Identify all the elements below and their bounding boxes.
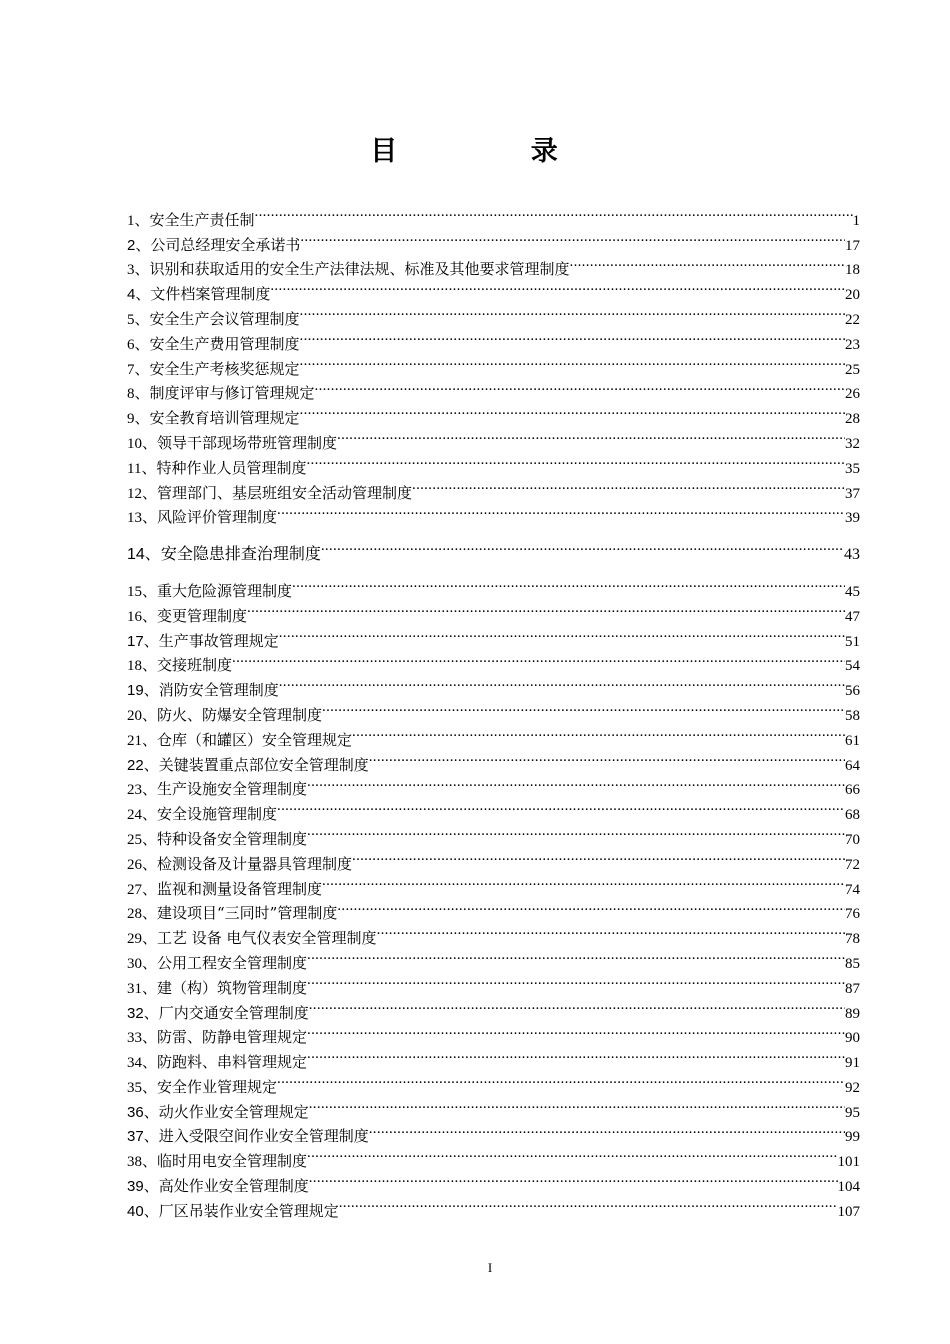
dot-leader bbox=[277, 1067, 845, 1092]
dot-leader bbox=[300, 225, 845, 250]
toc-entry-separator: 、 bbox=[142, 904, 158, 923]
toc-entry-separator: 、 bbox=[143, 1102, 159, 1121]
toc-entry-page: 66 bbox=[845, 782, 860, 799]
toc-entry-number: 13 bbox=[127, 510, 142, 527]
dot-leader bbox=[352, 720, 845, 745]
toc-entry-page: 54 bbox=[845, 658, 860, 675]
toc-entry-separator: 、 bbox=[143, 1003, 159, 1022]
toc-entry-number: 20 bbox=[127, 707, 142, 724]
dot-leader bbox=[307, 943, 845, 968]
toc-entry-number: 14 bbox=[127, 546, 145, 564]
toc-entry-page: 99 bbox=[845, 1129, 860, 1146]
toc-entry-title: 生产事故管理规定 bbox=[158, 631, 279, 650]
toc-entry-page: 32 bbox=[845, 435, 860, 452]
toc-entry-number: 19 bbox=[127, 682, 144, 700]
dot-leader bbox=[377, 918, 845, 943]
toc-entry-number: 21 bbox=[127, 732, 142, 749]
dot-leader bbox=[570, 250, 845, 275]
dot-leader bbox=[247, 596, 845, 621]
toc-entry-title: 安全生产费用管理制度 bbox=[149, 334, 300, 353]
toc-entry-separator: 、 bbox=[142, 780, 158, 799]
toc-entry-page: 90 bbox=[845, 1030, 860, 1047]
toc-entry-separator: 、 bbox=[142, 805, 158, 824]
toc-entry-title: 识别和获取适用的安全生产法律法规、标准及其他要求管理制度 bbox=[149, 260, 570, 279]
dot-leader bbox=[337, 423, 845, 448]
toc-entry-title: 制度评审与修订管理规定 bbox=[149, 384, 315, 403]
dot-leader bbox=[309, 1166, 838, 1191]
toc-entry-page: 23 bbox=[845, 336, 860, 353]
dot-leader bbox=[369, 745, 845, 770]
dot-leader bbox=[307, 968, 845, 993]
toc-entry-page: 74 bbox=[845, 881, 860, 898]
dot-leader bbox=[277, 794, 845, 819]
toc-entry-separator: 、 bbox=[143, 1177, 159, 1196]
toc-entry[interactable] bbox=[127, 534, 860, 564]
toc-entry-separator: 、 bbox=[143, 631, 159, 650]
toc-entry-number: 39 bbox=[127, 1178, 144, 1196]
toc-entry-page: 95 bbox=[845, 1104, 860, 1121]
toc-entry-number: 25 bbox=[127, 831, 142, 848]
toc-entry-separator: 、 bbox=[143, 681, 159, 700]
dot-leader bbox=[321, 534, 844, 559]
dot-leader bbox=[315, 374, 845, 399]
toc-entry-separator: 、 bbox=[142, 656, 158, 675]
toc-entry[interactable] bbox=[127, 571, 860, 600]
toc-entry-title: 工艺 设备 电气仪表安全管理制度 bbox=[157, 929, 377, 948]
toc-entry-title: 监视和测量设备管理制度 bbox=[157, 879, 323, 898]
toc-entry-page: 25 bbox=[845, 361, 860, 378]
toc-entry-separator: 、 bbox=[134, 260, 150, 279]
toc-entry-page: 1 bbox=[852, 212, 860, 229]
toc-entry-number: 6 bbox=[127, 336, 135, 353]
dot-leader bbox=[307, 1141, 837, 1166]
toc-entry-title: 安全教育培训管理规定 bbox=[149, 409, 300, 428]
toc-entry-page: 17 bbox=[845, 237, 860, 254]
toc-entry-title: 特种作业人员管理制度 bbox=[156, 458, 307, 477]
toc-entry-page: 91 bbox=[845, 1055, 860, 1072]
dot-leader bbox=[300, 349, 845, 374]
toc-entry-title: 重大危险源管理制度 bbox=[157, 581, 293, 600]
dot-leader bbox=[322, 869, 845, 894]
toc-entry-page: 87 bbox=[845, 980, 860, 997]
toc-entry-title: 安全作业管理规定 bbox=[157, 1077, 278, 1096]
toc-entry-number: 29 bbox=[127, 931, 142, 948]
toc-entry-number: 4 bbox=[127, 286, 136, 304]
toc-entry-number: 16 bbox=[127, 608, 142, 625]
toc-entry-separator: 、 bbox=[142, 581, 158, 600]
toc-entry-separator: 、 bbox=[142, 1152, 158, 1171]
dot-leader bbox=[292, 571, 845, 596]
toc-entry-number: 11 bbox=[127, 460, 142, 477]
dot-leader bbox=[337, 894, 845, 919]
toc-entry-title: 动火作业安全管理规定 bbox=[158, 1102, 309, 1121]
toc-entry-title: 公司总经理安全承诺书 bbox=[150, 235, 301, 254]
dot-leader bbox=[412, 473, 845, 498]
toc-entry-page: 61 bbox=[845, 732, 860, 749]
dot-leader bbox=[300, 324, 845, 349]
toc-entry[interactable] bbox=[127, 670, 860, 700]
toc-entry-separator: 、 bbox=[134, 384, 150, 403]
toc-entry-number: 2 bbox=[127, 236, 136, 254]
toc-entry-separator: 、 bbox=[134, 334, 150, 353]
dot-leader bbox=[307, 1018, 845, 1043]
toc-entry-page: 43 bbox=[844, 546, 860, 564]
toc-entry-number: 28 bbox=[127, 906, 142, 923]
toc-entry-page: 47 bbox=[845, 608, 860, 625]
toc-entry-page: 107 bbox=[837, 1203, 860, 1220]
toc-entry-page: 39 bbox=[845, 510, 860, 527]
toc-entry-number: 30 bbox=[127, 955, 142, 972]
toc-entry-page: 64 bbox=[845, 757, 860, 774]
toc-entry-number: 9 bbox=[127, 411, 135, 428]
toc-entry-title: 交接班制度 bbox=[157, 656, 233, 675]
toc-entry-page: 68 bbox=[845, 807, 860, 824]
toc-entry-title: 领导干部现场带班管理制度 bbox=[157, 433, 338, 452]
dot-leader bbox=[352, 844, 845, 869]
toc-entry-title: 安全隐患排查治理制度 bbox=[160, 544, 321, 564]
toc-entry-separator: 、 bbox=[142, 1077, 158, 1096]
dot-leader bbox=[279, 621, 845, 646]
toc-entry-separator: 、 bbox=[144, 544, 161, 564]
toc-entry-page: 89 bbox=[845, 1005, 860, 1022]
toc-entry-page: 20 bbox=[845, 287, 860, 304]
toc-entry-title: 安全生产会议管理制度 bbox=[149, 309, 300, 328]
toc-entry-title: 厂区吊装作业安全管理规定 bbox=[158, 1201, 339, 1220]
toc-entry-title: 安全生产考核奖惩规定 bbox=[149, 359, 300, 378]
toc-entry-number: 23 bbox=[127, 782, 142, 799]
toc-entry-separator: 、 bbox=[142, 854, 158, 873]
toc-entry-page: 72 bbox=[845, 856, 860, 873]
toc-entry-title: 进入受限空间作业安全管理制度 bbox=[158, 1127, 369, 1146]
toc-entry-page: 58 bbox=[845, 707, 860, 724]
dot-leader bbox=[307, 819, 845, 844]
toc-entry-separator: 、 bbox=[142, 705, 158, 724]
toc-entry-title: 仓库（和罐区）安全管理规定 bbox=[157, 730, 353, 749]
toc-entry-page: 37 bbox=[845, 485, 860, 502]
toc-entry-separator: 、 bbox=[142, 953, 158, 972]
toc-entry-number: 31 bbox=[127, 980, 142, 997]
toc-entry-number: 5 bbox=[127, 311, 135, 328]
dot-leader bbox=[277, 498, 845, 523]
dot-leader bbox=[307, 1042, 845, 1067]
toc-entry-separator: 、 bbox=[143, 1201, 159, 1220]
toc-entry-page: 28 bbox=[845, 411, 860, 428]
toc-entry-number: 37 bbox=[127, 1128, 144, 1146]
toc-entry-separator: 、 bbox=[142, 483, 158, 502]
dot-leader bbox=[255, 200, 853, 225]
toc-entry-separator: 、 bbox=[134, 210, 150, 229]
toc-entry-title: 变更管理制度 bbox=[157, 606, 248, 625]
toc-entry-title: 高处作业安全管理制度 bbox=[158, 1177, 309, 1196]
toc-entry-title: 文件档案管理制度 bbox=[150, 285, 271, 304]
toc-entry-separator: 、 bbox=[135, 285, 151, 304]
toc-entry-separator: 、 bbox=[142, 730, 158, 749]
table-of-contents bbox=[127, 200, 860, 1220]
toc-entry-page: 56 bbox=[845, 683, 860, 700]
toc-entry[interactable] bbox=[127, 646, 860, 675]
toc-entry-title: 厂内交通安全管理制度 bbox=[158, 1003, 309, 1022]
toc-entry-number: 34 bbox=[127, 1055, 142, 1072]
toc-entry-separator: 、 bbox=[142, 879, 158, 898]
toc-entry-separator: 、 bbox=[142, 606, 158, 625]
dot-leader bbox=[300, 398, 845, 423]
toc-entry-page: 51 bbox=[845, 633, 860, 650]
toc-entry-separator: 、 bbox=[142, 1028, 158, 1047]
page-title: 目 录 bbox=[370, 136, 620, 167]
toc-entry-separator: 、 bbox=[143, 755, 159, 774]
toc-entry-separator: 、 bbox=[142, 508, 158, 527]
dot-leader bbox=[232, 646, 845, 671]
toc-entry-title: 防火、防爆安全管理制度 bbox=[157, 705, 323, 724]
dot-leader bbox=[322, 695, 845, 720]
dot-leader bbox=[339, 1191, 838, 1216]
dot-leader bbox=[300, 299, 845, 324]
toc-entry-number: 12 bbox=[127, 485, 142, 502]
toc-entry-page: 78 bbox=[845, 931, 860, 948]
toc-entry-number: 7 bbox=[127, 361, 135, 378]
toc-entry-page: 76 bbox=[845, 906, 860, 923]
toc-entry-separator: 、 bbox=[142, 929, 158, 948]
dot-leader bbox=[309, 993, 845, 1018]
toc-entry-number: 15 bbox=[127, 583, 142, 600]
toc-entry-separator: 、 bbox=[143, 1127, 159, 1146]
toc-entry-separator: 、 bbox=[135, 235, 151, 254]
toc-entry-title: 特种设备安全管理制度 bbox=[157, 829, 308, 848]
toc-entry-title: 建（构）筑物管理制度 bbox=[157, 978, 308, 997]
toc-entry-number: 18 bbox=[127, 658, 142, 675]
toc-entry-separator: 、 bbox=[142, 1053, 158, 1072]
toc-entry-title: 建设项目“三同时”管理制度 bbox=[157, 904, 338, 923]
toc-entry-number: 40 bbox=[127, 1202, 144, 1220]
toc-entry-page: 70 bbox=[845, 831, 860, 848]
dot-leader bbox=[270, 274, 845, 299]
toc-entry-number: 10 bbox=[127, 435, 142, 452]
toc-entry-title: 风险评价管理制度 bbox=[157, 508, 278, 527]
toc-entry-separator: 、 bbox=[142, 829, 158, 848]
dot-leader bbox=[309, 1092, 845, 1117]
toc-entry-separator: 、 bbox=[134, 309, 150, 328]
toc-entry-number: 22 bbox=[127, 756, 144, 774]
toc-entry-separator: 、 bbox=[134, 409, 150, 428]
toc-entry-page: 18 bbox=[845, 262, 860, 279]
toc-entry-number: 35 bbox=[127, 1079, 142, 1096]
toc-entry-separator: 、 bbox=[142, 978, 158, 997]
toc-entry-title: 管理部门、基层班组安全活动管理制度 bbox=[157, 483, 413, 502]
toc-entry-title: 关键装置重点部位安全管理制度 bbox=[158, 755, 369, 774]
dot-leader bbox=[369, 1117, 845, 1142]
dot-leader bbox=[307, 770, 845, 795]
toc-entry[interactable] bbox=[127, 200, 860, 229]
toc-entry-number: 38 bbox=[127, 1154, 142, 1171]
toc-entry-title: 检测设备及计量器具管理制度 bbox=[157, 854, 353, 873]
toc-entry-number: 17 bbox=[127, 632, 144, 650]
toc-entry-number: 1 bbox=[127, 212, 135, 229]
toc-entry-number: 32 bbox=[127, 1004, 144, 1022]
toc-entry-page: 45 bbox=[845, 583, 860, 600]
toc-entry-page: 101 bbox=[837, 1154, 860, 1171]
toc-entry-title: 安全设施管理制度 bbox=[157, 805, 278, 824]
toc-entry-number: 26 bbox=[127, 856, 142, 873]
toc-entry-page: 85 bbox=[845, 955, 860, 972]
toc-entry-page: 26 bbox=[845, 386, 860, 403]
toc-entry-number: 24 bbox=[127, 807, 142, 824]
toc-entry-title: 临时用电安全管理制度 bbox=[157, 1152, 308, 1171]
toc-entry-page: 104 bbox=[837, 1179, 860, 1196]
toc-entry-title: 防跑料、串料管理规定 bbox=[157, 1053, 308, 1072]
toc-entry-page: 35 bbox=[845, 460, 860, 477]
toc-entry-number: 27 bbox=[127, 881, 142, 898]
toc-entry-page: 92 bbox=[845, 1079, 860, 1096]
toc-entry-title: 消防安全管理制度 bbox=[158, 681, 279, 700]
toc-entry-title: 安全生产责任制 bbox=[149, 210, 255, 229]
toc-entry-page: 22 bbox=[845, 311, 860, 328]
toc-entry-separator: 、 bbox=[134, 359, 150, 378]
dot-leader bbox=[279, 670, 845, 695]
toc-entry-title: 公用工程安全管理制度 bbox=[157, 953, 308, 972]
toc-entry-title: 防雷、防静电管理规定 bbox=[157, 1028, 308, 1047]
toc-entry-number: 33 bbox=[127, 1030, 142, 1047]
toc-entry-number: 3 bbox=[127, 262, 135, 279]
toc-entry-number: 36 bbox=[127, 1103, 144, 1121]
toc-entry-title: 生产设施安全管理制度 bbox=[157, 780, 308, 799]
toc-entry-number: 8 bbox=[127, 386, 135, 403]
toc-entry-separator: 、 bbox=[141, 458, 157, 477]
page-number-footer: I bbox=[487, 1260, 493, 1275]
dot-leader bbox=[306, 448, 845, 473]
toc-entry-separator: 、 bbox=[142, 433, 158, 452]
